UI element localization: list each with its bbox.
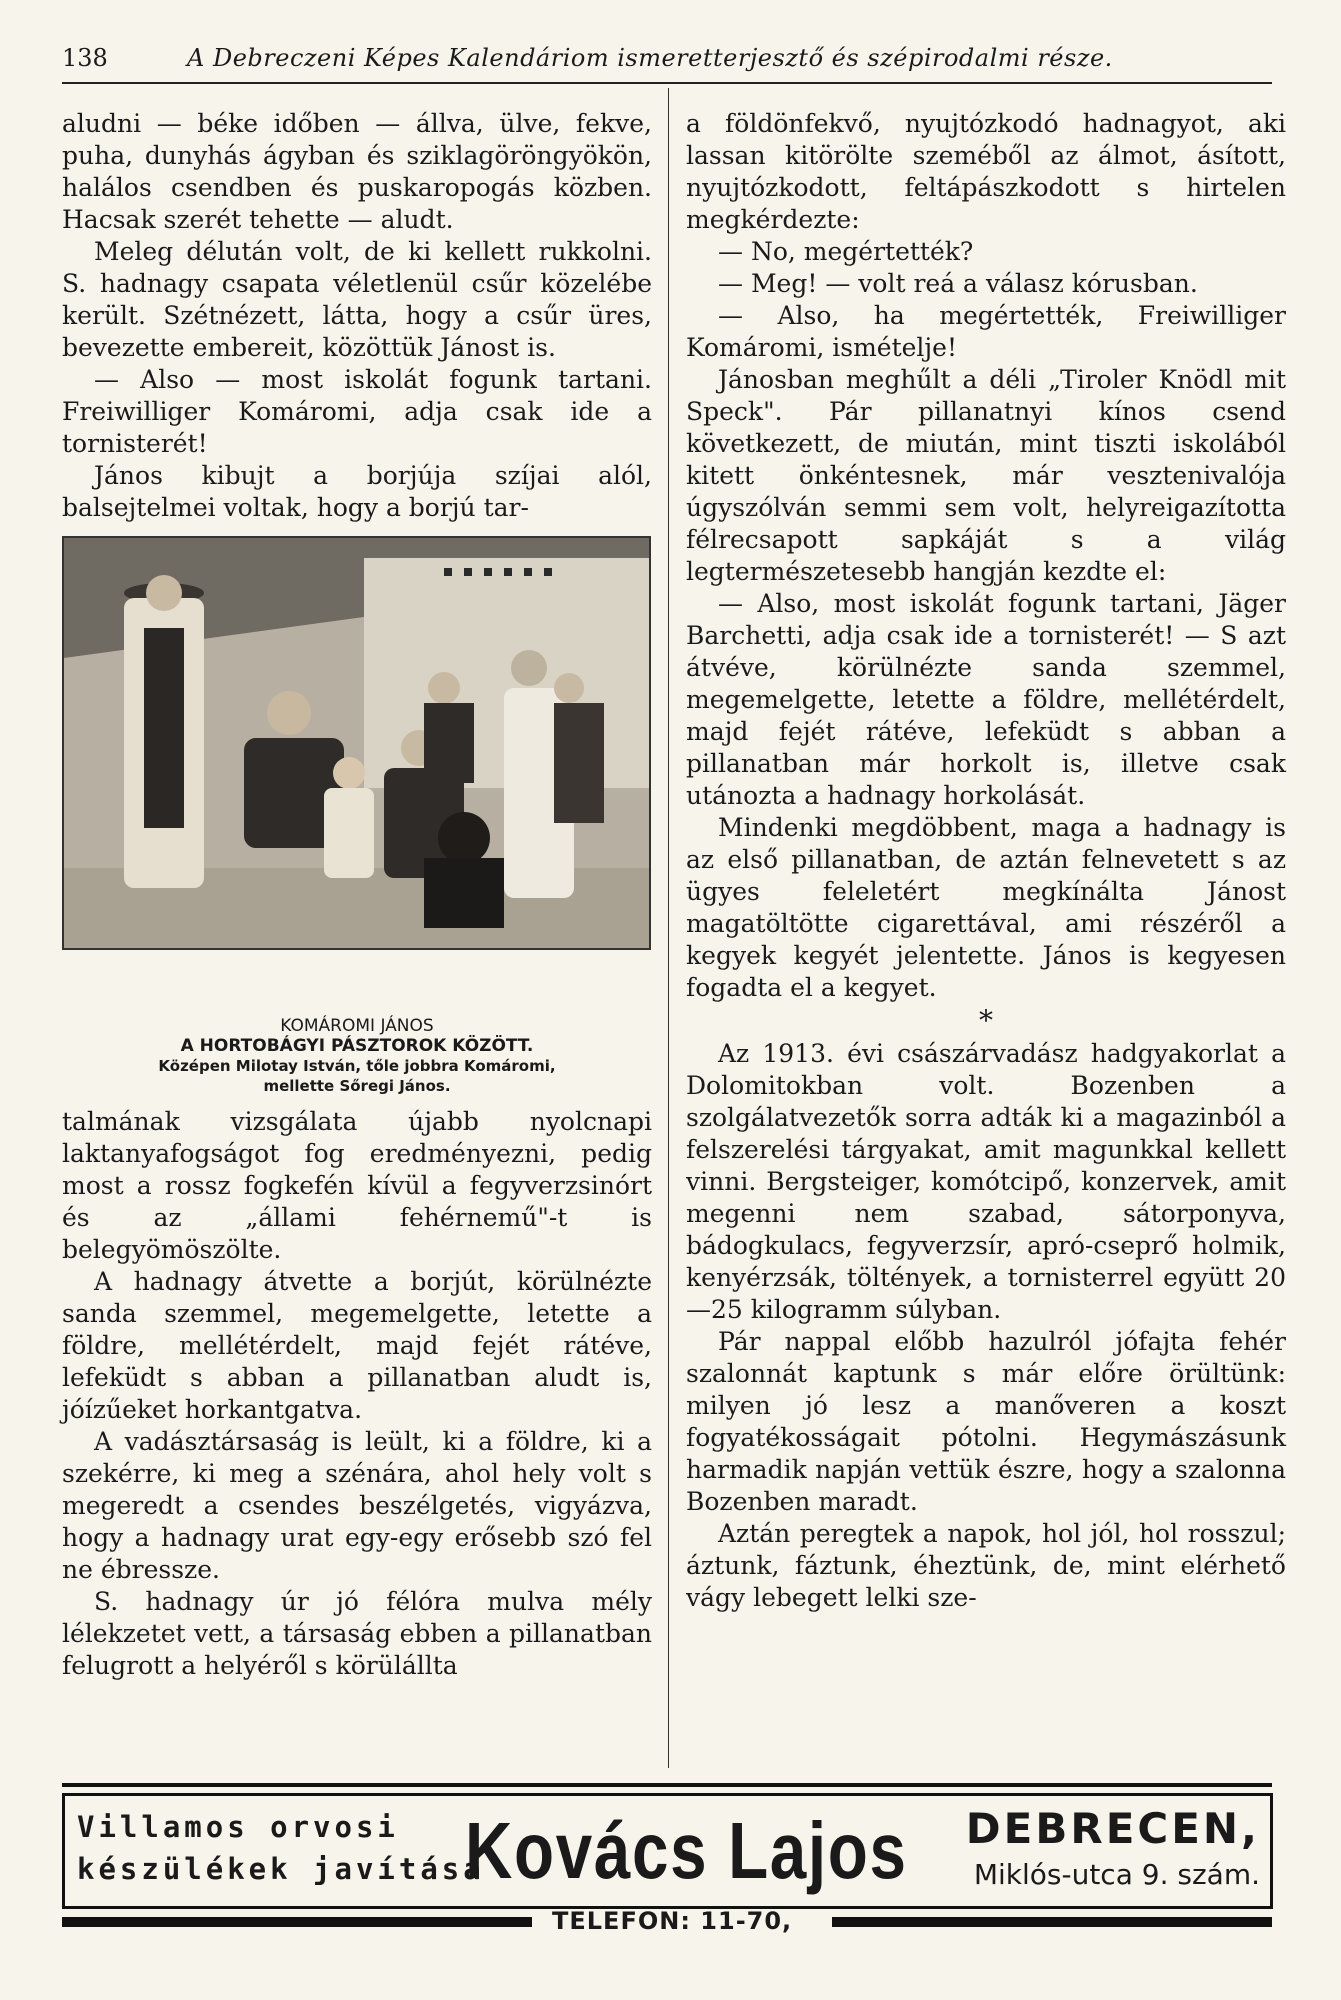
ad-phone: TELEFON: 11-70, xyxy=(552,1907,793,1935)
group-photo xyxy=(62,536,651,950)
ad-bar xyxy=(832,1917,1272,1927)
ad-top-rule xyxy=(62,1783,1272,1787)
paragraph: A vadásztársaság is leült, ki a földre, ki a szekérre, ki meg a szénára, ahol hely volt s megeredt a csendes beszélgetés, vigyázva, hogy a hadnagy urat egy-egy erősebb szó fel ne ébressze. xyxy=(62,1427,652,1584)
page-number: 138 xyxy=(62,44,108,72)
paragraph: Meleg délután volt, de ki kellett rukkolni. S. hadnagy csapata véletlenül csűr közelébe került. Szétnézett, látta, hogy a csűr üres, bevezette embereit, közöttük Jánost is. xyxy=(62,237,652,362)
ad-service-line: Villamos orvosi xyxy=(77,1810,399,1844)
photo-figure xyxy=(62,536,652,1096)
paragraph: Jánosban meghűlt a déli „Tiroler Knödl mit Speck". Pár pillanatnyi kínos csend következett, de miután, mint tiszti iskolából kitett önkéntesnek, már vesztenivalója úgyszólván semmi sem volt, helyreigazította félrecsapott sapkáját s a világ legtermészetesebb hangján kezdte el: xyxy=(686,365,1286,586)
ad-street: Miklós-utca 9. szám. xyxy=(973,1858,1260,1891)
caption-line: A HORTOBÁGYI PÁSZTOROK KÖZÖTT. xyxy=(180,1036,534,1056)
left-column xyxy=(62,108,652,1682)
paragraph: János kibujt a borjúja szíjai alól, balsejtelmei voltak, hogy a borjú tar- xyxy=(62,461,652,522)
caption-line: mellette Sőregi János. xyxy=(263,1077,451,1095)
header-rule xyxy=(62,82,1272,84)
paragraph: talmának vizsgálata újabb nyolcnapi laktanyafogságot fog eredményezni, pedig most a rossz fogkefén kívül a fegyverzsinórt és az „állami fehérnemű"-t is belegyömöszölte. xyxy=(62,1107,652,1264)
ad-city: DEBRECEN, xyxy=(965,1804,1260,1853)
paragraph: — No, megértették? xyxy=(718,237,974,266)
caption-line: Középen Milotay István, tőle jobbra Komáromi, xyxy=(158,1057,556,1075)
ad-business-name: Kovács Lajos xyxy=(465,1806,908,1895)
photo-illustration xyxy=(64,538,649,948)
page-header xyxy=(62,40,1272,76)
ad-service xyxy=(77,1806,485,1890)
running-title: A Debreczeni Képes Kalendáriom ismeretterjesztő és szépirodalmi része. xyxy=(187,44,1113,72)
paragraph: — Meg! — volt reá a válasz kórusban. xyxy=(718,269,1198,298)
paragraph: a földönfekvő, nyujtózkodó hadnagyot, aki lassan kitörölte szeméből az álmot, ásított, nyujtózkodott, feltápászkodott s hirtelen megkérdezte: xyxy=(686,109,1286,234)
paragraph: A hadnagy átvette a borjút, körülnézte sanda szemmel, megemelgette, letette a földre, mellétérdelt, majd fejét rátéve, lefeküdt s abban a pillanatban aludt is, jóízűeket horkantgatva. xyxy=(62,1267,652,1424)
paragraph: Aztán peregtek a napok, hol jól, hol rosszul; áztunk, fáztunk, éheztünk, de, mint elérhető vágy lebegett lelki sze- xyxy=(686,1519,1286,1612)
ad-box xyxy=(62,1793,1273,1909)
paragraph: — Also, ha megértették, Freiwilliger Komáromi, ismételje! xyxy=(686,301,1286,362)
ad-bar xyxy=(62,1917,532,1927)
right-column xyxy=(686,108,1286,1614)
paragraph: Pár nappal előbb hazulról jófajta fehér szalonnát kaptunk s már előre örültünk: milyen jó lesz a manőveren a koszt fogyatékosságait pótolni. Hegymászásunk harmadik napján vettük észre, hogy a szalonna Bozenben maradt. xyxy=(686,1327,1286,1516)
paragraph: Mindenki megdöbbent, maga a hadnagy is az első pillanatban, de aztán felnevetett s az ügyes feleletért megkínálta Jánost magatöltötte cigarettával, ami részéről a kegyek kegyét jelentette. János is kegyesen fogadta el a kegyet. xyxy=(686,813,1286,1002)
paragraph: aludni — béke időben — állva, ülve, fekve, puha, dunyhás ágyban és sziklagöröngyökön, halálos csendben és puskaropogás közben. Hacsak szerét tehette — aludt. xyxy=(62,109,652,234)
section-separator: * xyxy=(979,1004,993,1037)
paragraph: — Also, most iskolát fogunk tartani, Jäger Barchetti, adja csak ide a tornisterét! — S azt átvéve, körülnézte sanda szemmel, megemelgette, letette a földre, mellétérdelt, majd fejét rátéve, lefeküdt s abban a pillanatban már horkolt is, illetve csak utánozta a hadnagy horkolását. xyxy=(686,589,1286,810)
column-divider xyxy=(668,88,669,1768)
paragraph: Az 1913. évi császárvadász hadgyakorlat a Dolomitokban volt. Bozenben a szolgálatvezetők sorra adták ki a magazinból a felszerelési tárgyakat, amit magunkkal kellett vinni. Bergsteiger, komótcipő, konzervek, amit megenni nem szabad, sátorponyva, bádogkulacs, fegyverzsír, apró-cseprő holmik, kenyérzsák, töltények, a tornisterrel együtt 20—25 kilogramm súlyban. xyxy=(686,1039,1286,1324)
ad-bottom xyxy=(62,1907,1272,1935)
paragraph: S. hadnagy úr jó félóra mulva mély lélekzetet vett, a társaság ebben a pillanatban felugrott a helyéről s körülállta xyxy=(62,1587,652,1680)
advertisement xyxy=(62,1783,1272,1943)
caption-line: KOMÁROMI JÁNOS xyxy=(280,1016,434,1036)
paragraph: — Also — most iskolát fogunk tartani. Freiwilliger Komáromi, adja csak ide a tornisterét! xyxy=(62,365,652,458)
ad-service-line: készülékek javítása xyxy=(77,1852,485,1886)
photo-caption xyxy=(62,1016,652,1096)
